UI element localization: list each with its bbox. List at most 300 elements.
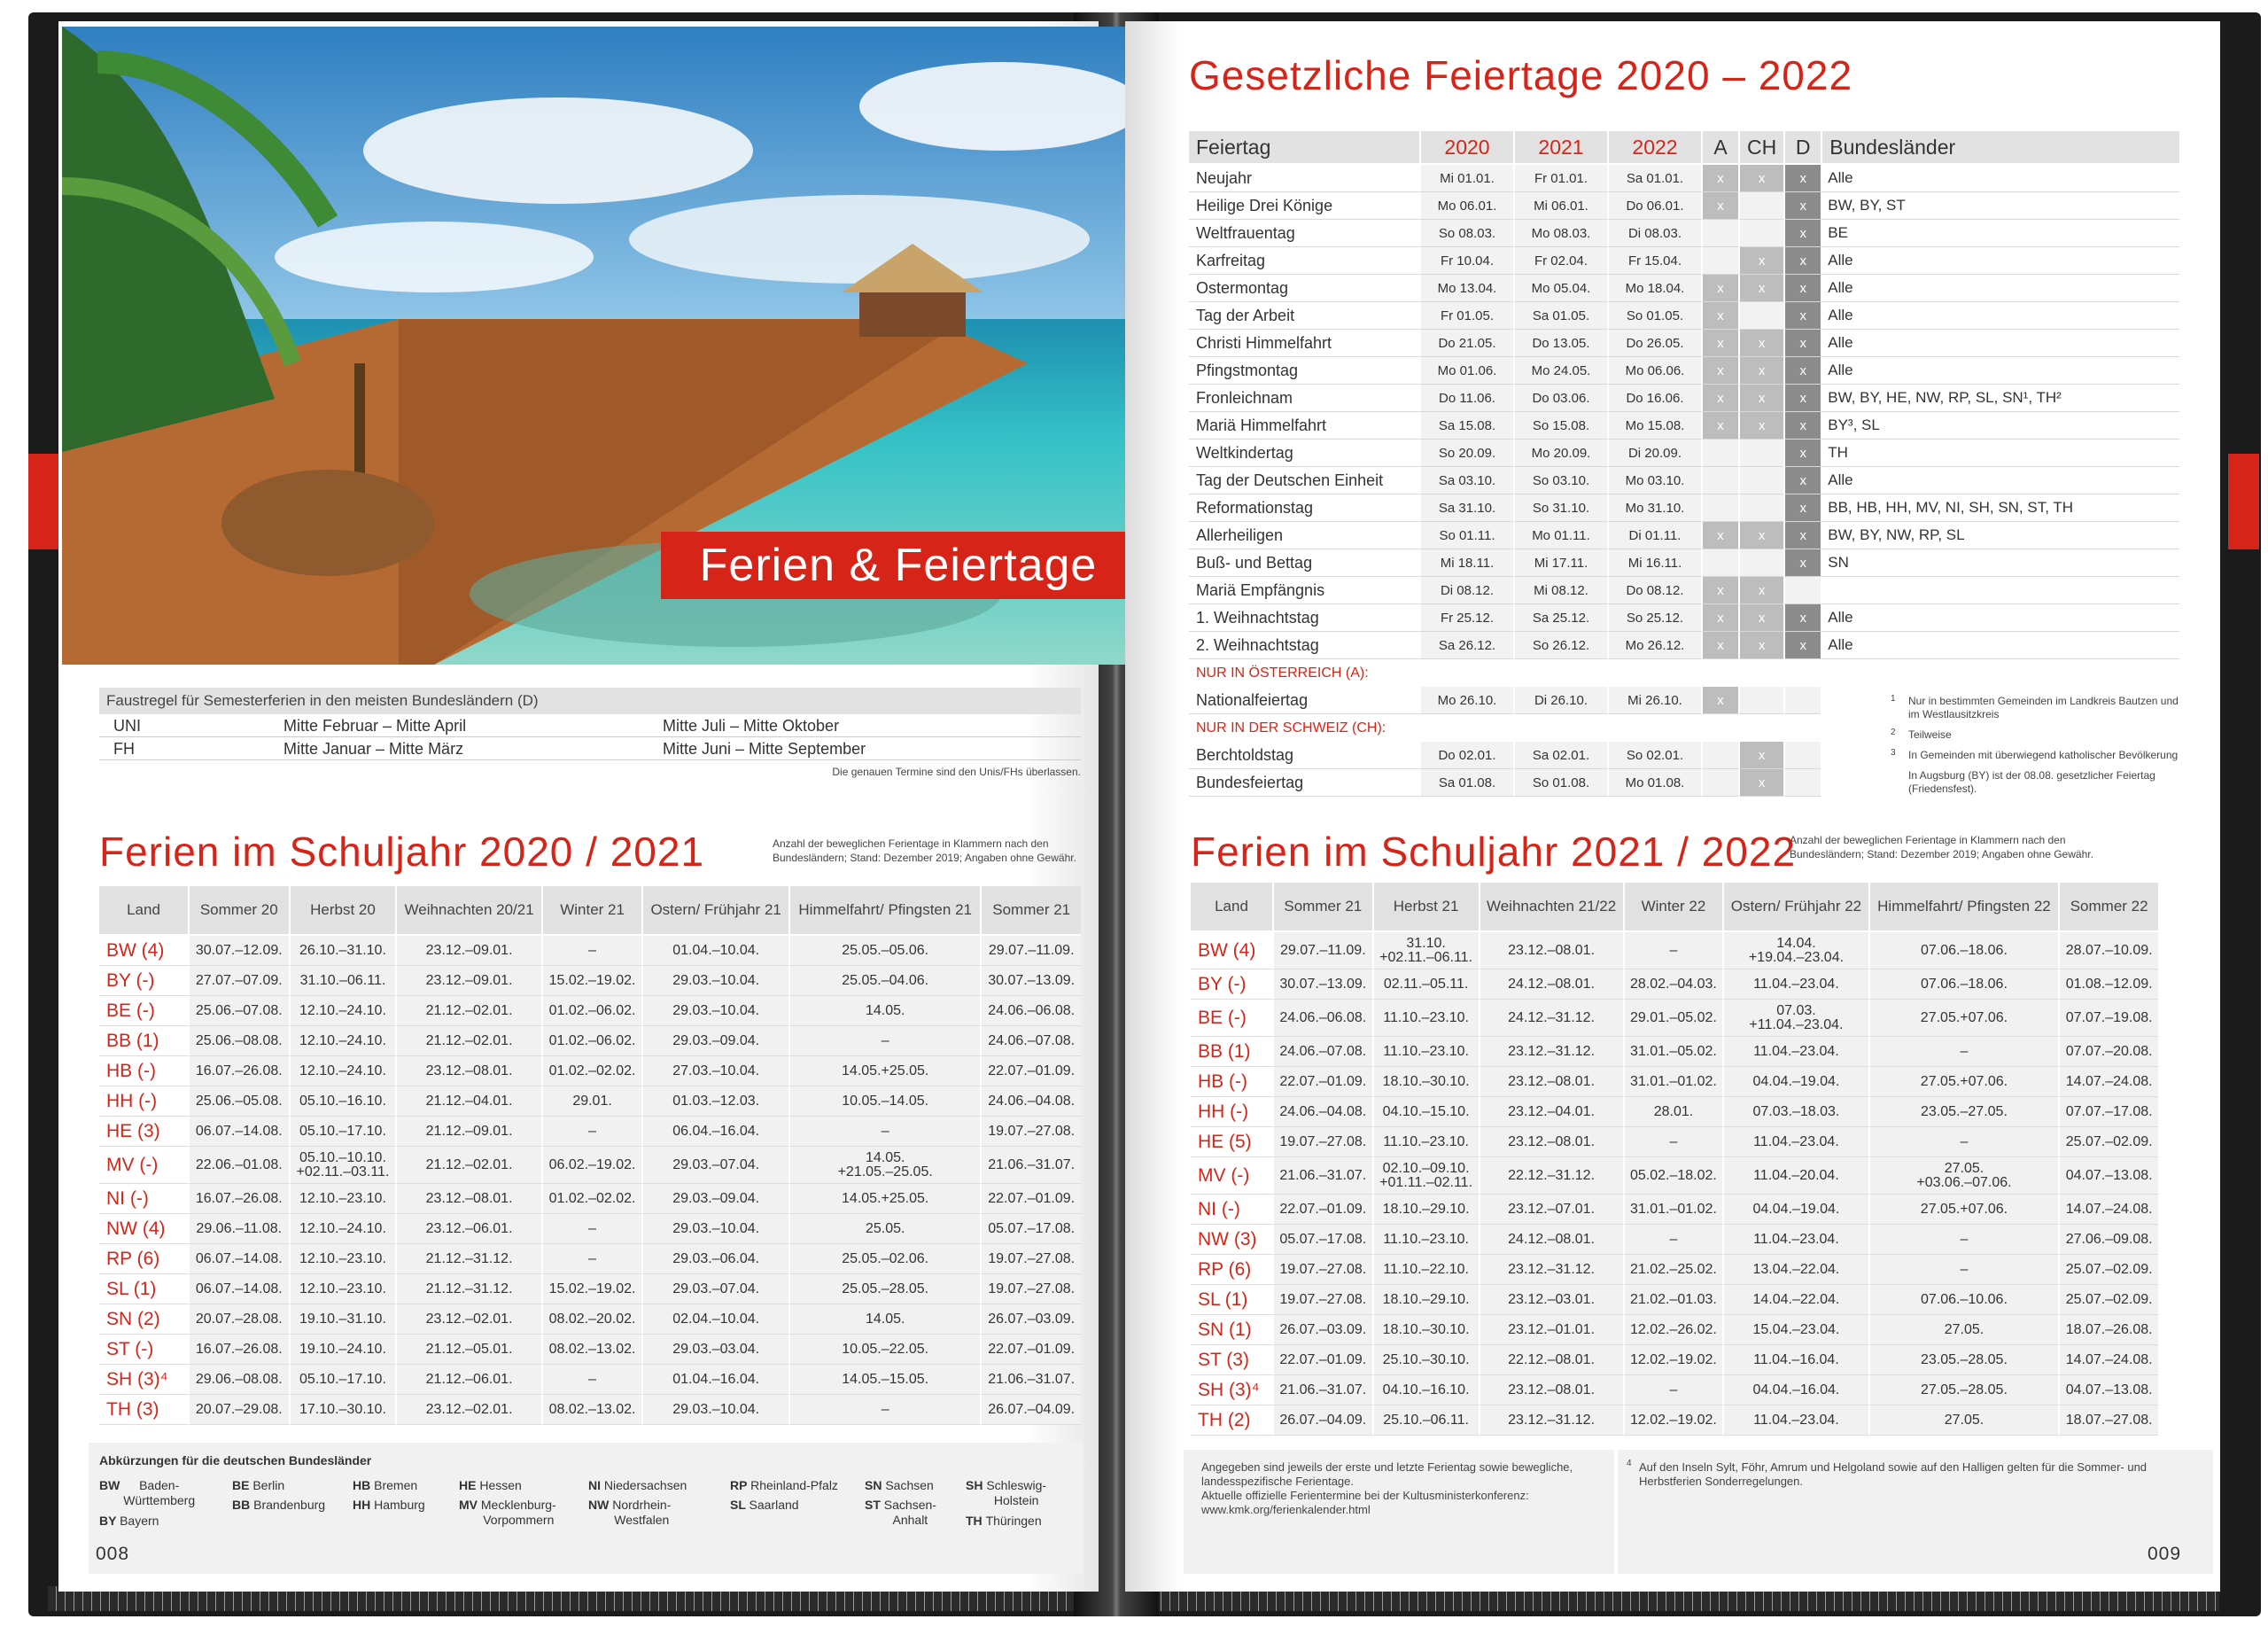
feiertag-name: Tag der Deutschen Einheit bbox=[1189, 467, 1419, 494]
abbr-item bbox=[966, 1478, 1046, 1508]
date-cell: 22.07.–01.09. bbox=[980, 1184, 1081, 1214]
date-2020: Mo 06.01. bbox=[1419, 192, 1513, 220]
x-mark: x bbox=[1738, 385, 1783, 412]
date-cell: 29.03.–03.04. bbox=[641, 1335, 788, 1365]
ferien-row bbox=[99, 1214, 1081, 1244]
date-cell: 23.12.–31.12. bbox=[1479, 1037, 1623, 1067]
x-mark: x bbox=[1738, 165, 1783, 192]
section-banner: Ferien & Feiertage bbox=[661, 532, 1136, 599]
abbr-key: SN bbox=[865, 1478, 886, 1492]
date-2021: Sa 02.01. bbox=[1513, 742, 1607, 769]
date-cell: 27.06.–09.08. bbox=[2058, 1225, 2158, 1255]
ferien-table-left bbox=[99, 886, 1081, 1425]
date-cell: 28.07.–10.09. bbox=[2058, 932, 2158, 969]
date-cell: 21.06.–31.07. bbox=[1272, 1375, 1372, 1405]
abbr-value: Mecklenburg- Vorpommern bbox=[480, 1498, 556, 1527]
date-2020: Di 08.12. bbox=[1419, 577, 1513, 604]
date-cell: 05.07.–17.08. bbox=[1272, 1225, 1372, 1255]
land-cell: HE (3) bbox=[99, 1117, 188, 1147]
abbr-value: Bremen bbox=[374, 1478, 418, 1492]
date-cell: 28.01. bbox=[1623, 1097, 1723, 1127]
date-cell: 29.03.–09.04. bbox=[641, 1026, 788, 1056]
page-number-left: 008 bbox=[96, 1544, 130, 1564]
date-2022: Mo 31.10. bbox=[1607, 494, 1701, 522]
semester-box bbox=[99, 688, 1081, 778]
date-cell: 29.01. bbox=[541, 1086, 642, 1117]
x-mark: x bbox=[1783, 440, 1821, 467]
abbr-item bbox=[966, 1514, 1042, 1529]
footnote bbox=[1889, 769, 2190, 796]
x-mark: x bbox=[1701, 275, 1738, 302]
date-2022: Fr 15.04. bbox=[1607, 247, 1701, 275]
date-cell: 12.10.–24.10. bbox=[289, 1056, 396, 1086]
date-cell: 14.07.–24.08. bbox=[2058, 1195, 2158, 1225]
date-2021: Mo 08.03. bbox=[1513, 220, 1607, 247]
date-cell: 27.05.+07.06. bbox=[1868, 1067, 2059, 1097]
empty-mark bbox=[1701, 220, 1738, 247]
date-cell: 27.05.+07.06. bbox=[1868, 1000, 2059, 1037]
abbr-key: BW bbox=[99, 1478, 124, 1492]
date-cell: 02.10.–09.10. +01.11.–02.11. bbox=[1372, 1157, 1479, 1195]
abbr-key: SL bbox=[730, 1498, 750, 1512]
bundeslaender-cell: SN bbox=[1821, 549, 2179, 577]
land-cell: NI (-) bbox=[1191, 1195, 1272, 1225]
footnote-text: In Augsburg (BY) ist der 08.08. gesetzlicher Feiertag (Friedensfest). bbox=[1908, 769, 2155, 795]
date-cell: 29.03.–07.04. bbox=[641, 1274, 788, 1304]
feiertag-row bbox=[1189, 577, 2179, 604]
semester-b: Mitte Juli – Mitte Oktober bbox=[663, 717, 840, 735]
date-2021: So 26.12. bbox=[1513, 632, 1607, 659]
feiertag-name: 2. Weihnachtstag bbox=[1189, 632, 1419, 659]
empty-mark bbox=[1701, 742, 1738, 769]
feiertage-title: Gesetzliche Feiertage 2020 – 2022 bbox=[1189, 52, 1853, 98]
date-cell: 01.02.–06.02. bbox=[541, 996, 642, 1026]
land-cell: MV (-) bbox=[1191, 1157, 1272, 1195]
feiertag-row bbox=[1189, 220, 2179, 247]
ferien-row bbox=[1191, 1375, 2158, 1405]
x-mark: x bbox=[1701, 632, 1738, 659]
date-cell: 22.07.–01.09. bbox=[1272, 1195, 1372, 1225]
col-sommer: Sommer 21 bbox=[1272, 883, 1372, 932]
abbr-value: Saarland bbox=[749, 1498, 799, 1512]
x-mark: x bbox=[1701, 577, 1738, 604]
ferien-row bbox=[1191, 969, 2158, 1000]
date-cell: – bbox=[541, 1117, 642, 1147]
ferien-header-row bbox=[99, 886, 1081, 936]
empty-mark bbox=[1701, 494, 1738, 522]
date-2021: Mo 20.09. bbox=[1513, 440, 1607, 467]
x-mark: x bbox=[1738, 330, 1783, 357]
bundeslaender-cell: BW, BY, ST bbox=[1821, 192, 2179, 220]
date-cell: – bbox=[1623, 1127, 1723, 1157]
abbr-value: Schleswig- Holstein bbox=[986, 1478, 1047, 1507]
date-cell: 19.10.–24.10. bbox=[289, 1335, 396, 1365]
date-2022: So 02.01. bbox=[1607, 742, 1701, 769]
date-cell: 01.02.–02.02. bbox=[541, 1056, 642, 1086]
date-cell: 29.03.–07.04. bbox=[641, 1147, 788, 1184]
empty-mark bbox=[1738, 302, 1783, 330]
page-number-right: 009 bbox=[2148, 1544, 2182, 1564]
ferien-row bbox=[99, 966, 1081, 996]
date-cell: 04.04.–19.04. bbox=[1722, 1067, 1868, 1097]
bundeslaender-cell: Alle bbox=[1821, 165, 2179, 192]
date-cell: 18.10.–29.10. bbox=[1372, 1195, 1479, 1225]
date-cell: 12.02.–19.02. bbox=[1623, 1405, 1723, 1436]
date-cell: 23.12.–09.01. bbox=[395, 966, 540, 996]
land-cell: SH (3)⁴ bbox=[99, 1365, 188, 1395]
x-mark: x bbox=[1783, 385, 1821, 412]
date-cell: 25.06.–05.08. bbox=[188, 1086, 289, 1117]
date-cell: – bbox=[1868, 1225, 2059, 1255]
date-cell: 11.10.–23.10. bbox=[1372, 1037, 1479, 1067]
bundeslaender-cell: Alle bbox=[1821, 632, 2179, 659]
empty-mark bbox=[1738, 192, 1783, 220]
date-2022: Mo 15.08. bbox=[1607, 412, 1701, 440]
date-2021: So 01.08. bbox=[1513, 769, 1607, 797]
date-cell: 18.10.–30.10. bbox=[1372, 1315, 1479, 1345]
date-cell: 22.06.–01.08. bbox=[188, 1147, 289, 1184]
ferien-row bbox=[99, 1147, 1081, 1184]
date-cell: 19.10.–31.10. bbox=[289, 1304, 396, 1335]
date-cell: – bbox=[1623, 932, 1723, 969]
date-cell: 02.04.–10.04. bbox=[641, 1304, 788, 1335]
feiertag-name: Christi Himmelfahrt bbox=[1189, 330, 1419, 357]
date-cell: 19.07.–27.08. bbox=[980, 1244, 1081, 1274]
date-cell: 12.10.–24.10. bbox=[289, 996, 396, 1026]
ferien-row bbox=[99, 1026, 1081, 1056]
feiertag-name: Berchtoldstag bbox=[1189, 742, 1419, 769]
abbr-item bbox=[459, 1498, 556, 1528]
date-cell: 25.06.–07.08. bbox=[188, 996, 289, 1026]
date-cell: 01.03.–12.03. bbox=[641, 1086, 788, 1117]
date-cell: 23.12.–31.12. bbox=[1479, 1255, 1623, 1285]
land-cell: MV (-) bbox=[99, 1147, 188, 1184]
empty-mark bbox=[1783, 742, 1821, 769]
date-cell: 24.12.–08.01. bbox=[1479, 969, 1623, 1000]
date-cell: 14.07.–24.08. bbox=[2058, 1345, 2158, 1375]
date-cell: 25.07.–02.09. bbox=[2058, 1285, 2158, 1315]
land-cell: BY (-) bbox=[99, 966, 188, 996]
ferien-row bbox=[99, 1086, 1081, 1117]
date-cell: 29.07.–11.09. bbox=[1272, 932, 1372, 969]
date-cell: 04.10.–16.10. bbox=[1372, 1375, 1479, 1405]
date-2022: Sa 01.01. bbox=[1607, 165, 1701, 192]
date-2022: So 25.12. bbox=[1607, 604, 1701, 632]
feiertag-row bbox=[1189, 412, 2179, 440]
date-2022: Mo 03.10. bbox=[1607, 467, 1701, 494]
date-cell: 29.03.–09.04. bbox=[641, 1184, 788, 1214]
date-cell: 05.10.–10.10. +02.11.–03.11. bbox=[289, 1147, 396, 1184]
feiertag-row bbox=[1189, 549, 2179, 577]
date-cell: 22.12.–31.12. bbox=[1479, 1157, 1623, 1195]
date-cell: 24.06.–04.08. bbox=[980, 1086, 1081, 1117]
ferien-row bbox=[99, 1395, 1081, 1425]
ferien-row bbox=[99, 1365, 1081, 1395]
feiertag-name: Bundesfeiertag bbox=[1189, 769, 1419, 797]
date-cell: 15.02.–19.02. bbox=[541, 1274, 642, 1304]
abbr-value: Sachsen bbox=[885, 1478, 934, 1492]
feiertag-row bbox=[1189, 522, 2179, 549]
semester-title: Faustregel für Semesterferien in den meisten Bundesländern (D) bbox=[99, 688, 1081, 714]
x-mark: x bbox=[1738, 632, 1783, 659]
date-cell: 23.12.–02.01. bbox=[395, 1395, 540, 1425]
abbr-value: Baden- Württemberg bbox=[123, 1478, 196, 1507]
bundeslaender-cell: BW, BY, HE, NW, RP, SL, SN¹, TH² bbox=[1821, 385, 2179, 412]
date-cell: 21.12.–02.01. bbox=[395, 996, 540, 1026]
date-cell: 10.05.–22.05. bbox=[788, 1335, 980, 1365]
footnote bbox=[1889, 749, 2190, 762]
date-cell: 08.02.–20.02. bbox=[541, 1304, 642, 1335]
date-cell: 25.07.–02.09. bbox=[2058, 1255, 2158, 1285]
bundeslaender-cell: Alle bbox=[1821, 467, 2179, 494]
date-cell: 25.10.–30.10. bbox=[1372, 1345, 1479, 1375]
empty-mark bbox=[1738, 549, 1783, 577]
date-2022: Mo 01.08. bbox=[1607, 769, 1701, 797]
date-cell: 14.04. +19.04.–23.04. bbox=[1722, 932, 1868, 969]
date-cell: 06.02.–19.02. bbox=[541, 1147, 642, 1184]
date-cell: 14.05. +21.05.–25.05. bbox=[788, 1147, 980, 1184]
date-2021: So 31.10. bbox=[1513, 494, 1607, 522]
empty-mark bbox=[1701, 440, 1738, 467]
date-cell: 19.07.–27.08. bbox=[980, 1274, 1081, 1304]
date-cell: 11.04.–23.04. bbox=[1722, 1225, 1868, 1255]
land-cell: ST (3) bbox=[1191, 1345, 1272, 1375]
date-cell: 05.10.–17.10. bbox=[289, 1365, 396, 1395]
date-cell: – bbox=[1623, 1375, 1723, 1405]
x-mark: x bbox=[1783, 275, 1821, 302]
date-cell: 07.06.–18.06. bbox=[1868, 932, 2059, 969]
feiertag-row bbox=[1189, 604, 2179, 632]
abbr-item bbox=[865, 1478, 934, 1493]
bundeslaender-cell: Alle bbox=[1821, 357, 2179, 385]
land-cell: BB (1) bbox=[1191, 1037, 1272, 1067]
date-cell: 23.12.–04.01. bbox=[1479, 1097, 1623, 1127]
date-2022: Mi 26.10. bbox=[1607, 687, 1701, 714]
date-cell: 26.07.–03.09. bbox=[980, 1304, 1081, 1335]
date-cell: 04.04.–19.04. bbox=[1722, 1195, 1868, 1225]
date-cell: – bbox=[541, 1244, 642, 1274]
feiertag-subheading: NUR IN ÖSTERREICH (A): bbox=[1196, 665, 1369, 681]
date-cell: 10.05.–14.05. bbox=[788, 1086, 980, 1117]
date-cell: 26.07.–04.09. bbox=[980, 1395, 1081, 1425]
date-cell: 21.06.–31.07. bbox=[1272, 1157, 1372, 1195]
bundeslaender-cell: BW, BY, NW, RP, SL bbox=[1821, 522, 2179, 549]
col-herbst: Herbst 21 bbox=[1372, 883, 1479, 932]
date-cell: 29.03.–10.04. bbox=[641, 996, 788, 1026]
feiertag-row bbox=[1189, 330, 2179, 357]
ferien-row bbox=[1191, 1097, 2158, 1127]
date-cell: 30.07.–13.09. bbox=[1272, 969, 1372, 1000]
footnote-number: 3 bbox=[1891, 748, 1896, 758]
date-2021: Mo 01.11. bbox=[1513, 522, 1607, 549]
feiertag-row bbox=[1189, 275, 2179, 302]
date-cell: 13.04.–22.04. bbox=[1722, 1255, 1868, 1285]
date-cell: 15.02.–19.02. bbox=[541, 966, 642, 996]
col-a: A bbox=[1701, 131, 1738, 165]
feiertag-row bbox=[1189, 494, 2179, 522]
ferien-row bbox=[1191, 1000, 2158, 1037]
ferien-row bbox=[1191, 1345, 2158, 1375]
feiertag-row bbox=[1189, 385, 2179, 412]
date-2022: Mo 06.06. bbox=[1607, 357, 1701, 385]
abbr-value: Brandenburg bbox=[253, 1498, 326, 1512]
ferien-row bbox=[1191, 1037, 2158, 1067]
date-2021: Do 13.05. bbox=[1513, 330, 1607, 357]
semester-note: Die genauen Termine sind den Unis/FHs überlassen. bbox=[832, 766, 1081, 778]
date-cell: 12.10.–24.10. bbox=[289, 1214, 396, 1244]
col-2021: 2021 bbox=[1513, 131, 1607, 165]
date-cell: 01.02.–06.02. bbox=[541, 1026, 642, 1056]
date-cell: 20.07.–28.08. bbox=[188, 1304, 289, 1335]
date-2022: Do 08.12. bbox=[1607, 577, 1701, 604]
date-cell: 11.10.–22.10. bbox=[1372, 1255, 1479, 1285]
date-cell: 23.12.–02.01. bbox=[395, 1304, 540, 1335]
land-cell: BB (1) bbox=[99, 1026, 188, 1056]
date-cell: 18.07.–26.08. bbox=[2058, 1315, 2158, 1345]
date-2021: Mi 08.12. bbox=[1513, 577, 1607, 604]
land-cell: BY (-) bbox=[1191, 969, 1272, 1000]
footer-note-right-num: 4 bbox=[1627, 1459, 1632, 1468]
date-cell: 21.06.–31.07. bbox=[980, 1365, 1081, 1395]
date-2020: Sa 15.08. bbox=[1419, 412, 1513, 440]
x-mark: x bbox=[1701, 302, 1738, 330]
feiertag-name: Fronleichnam bbox=[1189, 385, 1419, 412]
date-cell: 15.04.–23.04. bbox=[1722, 1315, 1868, 1345]
date-cell: 31.01.–01.02. bbox=[1623, 1195, 1723, 1225]
feiertag-name: Pfingstmontag bbox=[1189, 357, 1419, 385]
date-cell: 25.05. bbox=[788, 1214, 980, 1244]
ferien-table-right bbox=[1191, 883, 2158, 1436]
x-mark: x bbox=[1738, 522, 1783, 549]
date-cell: 23.12.–31.12. bbox=[1479, 1405, 1623, 1436]
date-cell: – bbox=[1868, 1127, 2059, 1157]
date-2020: Mo 26.10. bbox=[1419, 687, 1513, 714]
abbr-value: Hamburg bbox=[374, 1498, 425, 1512]
date-cell: 21.12.–02.01. bbox=[395, 1026, 540, 1056]
land-cell: HB (-) bbox=[99, 1056, 188, 1086]
ferien-row bbox=[1191, 1255, 2158, 1285]
land-cell: HB (-) bbox=[1191, 1067, 1272, 1097]
date-cell: 12.10.–23.10. bbox=[289, 1184, 396, 1214]
date-cell: 21.02.–01.03. bbox=[1623, 1285, 1723, 1315]
land-cell: BE (-) bbox=[99, 996, 188, 1026]
date-cell: – bbox=[788, 1117, 980, 1147]
land-cell: HH (-) bbox=[99, 1086, 188, 1117]
abbr-value: Nordrhein- Westfalen bbox=[612, 1498, 672, 1527]
feiertag-name: Buß- und Bettag bbox=[1189, 549, 1419, 577]
ferien-row bbox=[1191, 1285, 2158, 1315]
empty-mark bbox=[1783, 577, 1821, 604]
abbr-key: NI bbox=[588, 1478, 604, 1492]
date-cell: 23.05.–28.05. bbox=[1868, 1345, 2059, 1375]
date-cell: 21.12.–06.01. bbox=[395, 1365, 540, 1395]
abbr-value: Bayern bbox=[120, 1514, 159, 1528]
date-cell: 29.06.–08.08. bbox=[188, 1365, 289, 1395]
date-cell: 24.06.–04.08. bbox=[1272, 1097, 1372, 1127]
date-cell: – bbox=[1623, 1225, 1723, 1255]
abbr-item bbox=[99, 1514, 159, 1529]
date-cell: 06.07.–14.08. bbox=[188, 1244, 289, 1274]
date-cell: 07.03.–18.03. bbox=[1722, 1097, 1868, 1127]
footnote-text: Nur in bestimmten Gemeinden im Landkreis Bautzen und im Westlausitzkreis bbox=[1908, 695, 2179, 720]
abbr-item bbox=[865, 1498, 936, 1528]
date-cell: 26.07.–04.09. bbox=[1272, 1405, 1372, 1436]
date-2020: Mi 01.01. bbox=[1419, 165, 1513, 192]
date-cell: 21.12.–04.01. bbox=[395, 1086, 540, 1117]
date-cell: 11.10.–23.10. bbox=[1372, 1000, 1479, 1037]
x-mark: x bbox=[1738, 275, 1783, 302]
date-cell: 07.03. +11.04.–23.04. bbox=[1722, 1000, 1868, 1037]
abbr-key: HH bbox=[353, 1498, 375, 1512]
footnote bbox=[1889, 695, 2190, 721]
abbr-key: SH bbox=[966, 1478, 987, 1492]
date-cell: 01.08.–12.09. bbox=[2058, 969, 2158, 1000]
abbr-key: TH bbox=[966, 1514, 986, 1528]
date-cell: 04.04.–16.04. bbox=[1722, 1375, 1868, 1405]
date-cell: 23.12.–01.01. bbox=[1479, 1315, 1623, 1345]
date-cell: 11.10.–23.10. bbox=[1372, 1225, 1479, 1255]
date-2020: So 20.09. bbox=[1419, 440, 1513, 467]
abbr-value: Berlin bbox=[252, 1478, 285, 1492]
date-2022: Di 08.03. bbox=[1607, 220, 1701, 247]
x-mark: x bbox=[1701, 604, 1738, 632]
date-cell: 25.05.–28.05. bbox=[788, 1274, 980, 1304]
date-cell: 01.02.–02.02. bbox=[541, 1184, 642, 1214]
x-mark: x bbox=[1783, 330, 1821, 357]
date-cell: 21.12.–09.01. bbox=[395, 1117, 540, 1147]
date-cell: 27.05. bbox=[1868, 1315, 2059, 1345]
date-cell: 30.07.–12.09. bbox=[188, 936, 289, 966]
ferien-title-left: Ferien im Schuljahr 2020 / 2021 bbox=[99, 829, 705, 875]
date-2021: Mo 05.04. bbox=[1513, 275, 1607, 302]
date-2021: Di 26.10. bbox=[1513, 687, 1607, 714]
feiertag-name: Mariä Empfängnis bbox=[1189, 577, 1419, 604]
ferien-note-right: Anzahl der beweglichen Ferientage in Klammern nach den Bundesländern; Stand: Dezember 2019; Angaben ohne Gewähr. bbox=[1790, 834, 2093, 860]
date-cell: 08.02.–13.02. bbox=[541, 1335, 642, 1365]
date-cell: 25.05.–02.06. bbox=[788, 1244, 980, 1274]
feiertage-footnotes bbox=[1889, 695, 2190, 803]
date-cell: 25.06.–08.08. bbox=[188, 1026, 289, 1056]
date-cell: 16.07.–26.08. bbox=[188, 1335, 289, 1365]
date-cell: 21.02.–25.02. bbox=[1623, 1255, 1723, 1285]
date-2022: Mo 18.04. bbox=[1607, 275, 1701, 302]
date-cell: 29.03.–06.04. bbox=[641, 1244, 788, 1274]
date-cell: 04.07.–13.08. bbox=[2058, 1157, 2158, 1195]
x-mark: x bbox=[1701, 165, 1738, 192]
date-cell: 12.10.–24.10. bbox=[289, 1026, 396, 1056]
bundeslaender-cell: Alle bbox=[1821, 330, 2179, 357]
ferien-header-row bbox=[1191, 883, 2158, 932]
date-2020: Sa 26.12. bbox=[1419, 632, 1513, 659]
col-pfingsten: Himmelfahrt/ Pfingsten 22 bbox=[1868, 883, 2059, 932]
date-cell: 23.12.–06.01. bbox=[395, 1214, 540, 1244]
ferien-title-right: Ferien im Schuljahr 2021 / 2022 bbox=[1191, 829, 1797, 875]
land-cell: BW (4) bbox=[99, 936, 188, 966]
land-cell: SL (1) bbox=[1191, 1285, 1272, 1315]
date-cell: – bbox=[541, 936, 642, 966]
date-cell: 25.05.–05.06. bbox=[788, 936, 980, 966]
ferien-row bbox=[1191, 932, 2158, 969]
x-mark: x bbox=[1701, 522, 1738, 549]
x-mark: x bbox=[1738, 604, 1783, 632]
date-2022: Mi 16.11. bbox=[1607, 549, 1701, 577]
date-cell: 12.02.–19.02. bbox=[1623, 1345, 1723, 1375]
empty-mark bbox=[1701, 467, 1738, 494]
feiertag-name: Weltfrauentag bbox=[1189, 220, 1419, 247]
abbr-item bbox=[232, 1498, 325, 1513]
abbr-value: Niedersachsen bbox=[603, 1478, 687, 1492]
abbr-item bbox=[730, 1498, 799, 1513]
